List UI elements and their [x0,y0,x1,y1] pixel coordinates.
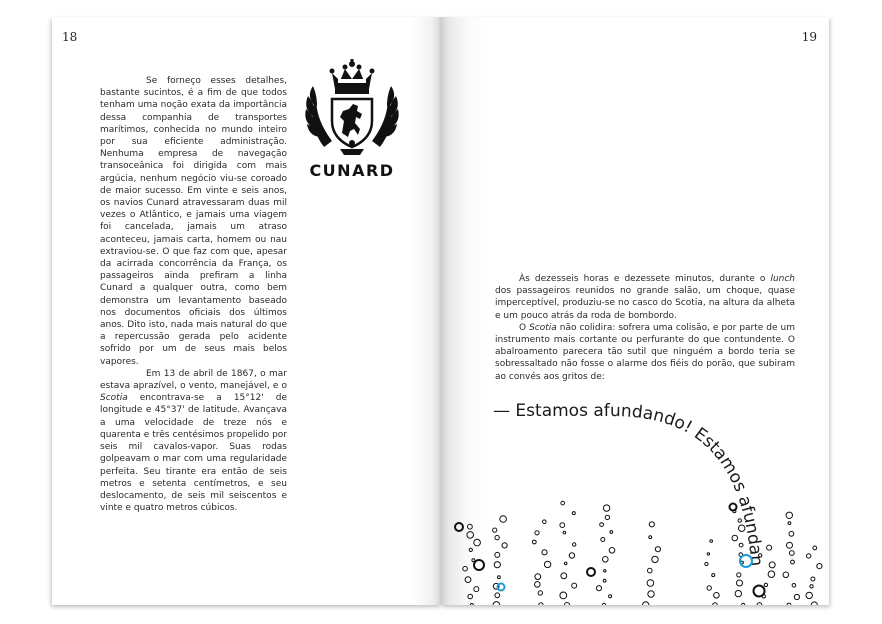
bubble-large [730,504,737,511]
bubble [739,543,743,547]
bubble [603,505,609,511]
bubble [601,538,605,542]
page-number-right: 19 [801,30,817,44]
cunard-crest-icon [302,59,402,159]
p2-prefix: O [519,322,530,333]
bubble [713,603,718,605]
bubble [544,561,550,567]
bubble [609,548,615,554]
para2-before: Em 13 de abril de 1867, o mar estava aprazível, o vento, manejável, e o [100,368,287,392]
bubble [789,531,794,536]
bubble [789,551,794,556]
bubble [609,595,612,598]
bubble [539,603,543,605]
bubble [648,568,653,573]
bubble [560,523,565,528]
bubbles-illustration [441,477,829,605]
bubble [806,592,812,598]
bubble [737,573,741,577]
bubble [738,519,741,522]
bubble [707,553,709,555]
bubble [468,594,473,599]
bubble [561,501,565,505]
bubble [560,592,567,599]
bubble [714,593,720,599]
bubble [493,602,500,605]
bubble [652,556,658,562]
p1-after: dos passageiros reunidos no grande salão, um choque, quase imperceptível, produziu-se no casco do Scotia, na altura da alheta e um pouco atrás da roda de bombordo. [495,286,795,321]
p2-after: não colidira: sofrera uma colisão, e por parte de um instrumento mais cortante ou perfurante do que contundente. O abalroamento parecera tão sutil que ninguém a bordo teria se sobressaltado não fosse o alarme dos fiéis do porão, que subiram ao convés aos gritos de: [495,322,795,382]
bubble [538,591,542,595]
bubble [535,574,541,580]
bubble [605,515,609,519]
bubble [542,550,547,555]
bubble [735,590,741,596]
bubble [569,553,574,558]
bubble [757,603,762,605]
bubble [500,516,507,523]
bubble [810,585,813,588]
bubble [563,531,566,534]
bubble [469,548,472,551]
bubble [811,577,815,581]
bubble [783,572,789,578]
bubble-large [754,586,765,597]
bubble [495,552,500,557]
right-paragraph-2 [495,322,795,383]
bubble [602,603,605,605]
bubble [787,603,791,605]
bubble [710,540,713,543]
left-paragraph-2 [100,368,287,514]
bubble [792,584,796,588]
bubble [600,523,604,527]
ship-name: Scotia [100,393,128,404]
bubble [573,543,576,546]
bubble [463,566,468,571]
bubble [739,525,745,531]
left-text-column [100,75,287,514]
bubble [732,535,738,541]
bubble [498,576,501,579]
bubble [649,522,654,527]
book-spread [52,17,829,605]
bubble [565,603,570,606]
bubble [610,531,613,534]
bubble [532,540,536,544]
right-paragraph-1 [495,273,795,322]
bubble [564,562,567,565]
bubble [535,531,539,535]
bubble [572,583,577,588]
bubble-large [587,568,595,576]
bubble [786,512,792,518]
shout-text: — Estamos afundando! Estamos afundando! [485,377,767,567]
bubble [494,562,500,568]
page-number-left: 18 [62,30,78,44]
bubble [737,580,743,586]
bubble [647,580,654,587]
bubble-large [474,560,484,570]
bubble [807,554,811,558]
bubble [465,577,471,583]
bubble [474,539,481,546]
bubble [495,593,500,598]
bubble [769,562,775,568]
bubble [495,535,499,539]
bubble [794,594,799,599]
bubble [791,560,795,564]
para2-after: encontrava-se a 15°12' de longitude e 45°37' de latitude. Avançava a uma velocidade de treze nós e quarenta e três centésimos propelido por seis mil cavalos-vapor. Suas rodas golpeavam o mar com uma regularidade perfeita. Seu tirante era então de seis metros e setenta centímetros, e seu deslocamento, de seis mil seiscentos e vinte e quatro metros cúbicos. [100,393,287,514]
bubble [561,573,567,579]
p1-italic: lunch [770,274,795,284]
bubble [649,536,652,539]
bubble [572,512,575,515]
left-page [52,17,441,605]
bubble [767,545,772,550]
bubble [811,602,817,605]
bubble [535,582,541,588]
bubble [759,554,762,557]
bubble [603,579,606,582]
bubble [764,583,767,586]
bubble [474,587,479,592]
bubble [502,543,507,548]
left-paragraph-1: Se forneço esses detalhes, bastante sucintos, é a fim de que todos tenham uma noção exata da importância dessa companhia de transportes marítimos, conhecida no mundo inteiro por sua eficiente administração. Nenhuma empresa de navegação transoceânica foi dirigida com mais argúcia, nenhum negócio viu-se coroado de maior sucesso. Em vinte e seis anos, os navios Cunard atravessaram duas mil vezes o Atlântico, e jamais uma viagem foi cancelada, jamais um atraso aconteceu, jamais carta, homem ou nau extraviou-se. O que faz com que, apesar da acirrada concorrência da França, os passageiros ainda prefiram a linha Cunard a qualquer outra, como bem demonstra um levantamento baseado nos documentos oficiais dos últimos anos. Dito isto, nada mais natural do que a repercussão gerada pelo acidente sofrido por um de seus mais belos vapores. [100,76,287,367]
bubble [817,564,822,569]
cunard-logo [302,59,402,179]
bubble [813,546,817,550]
bubble-large [455,523,463,531]
bubble [493,528,497,532]
bubble [604,570,606,572]
bubble [596,586,601,591]
p1-before: Às dezesseis horas e dezessete minutos, durante o [519,274,771,284]
bubble [707,586,711,590]
bubble [768,571,775,578]
bubble [787,542,793,548]
cunard-logo-text: CUNARD [309,161,395,180]
bubble [705,562,708,565]
bubble [655,547,660,552]
bubble [470,604,473,606]
bubble [603,557,609,563]
bubble [543,520,547,524]
p2-italic: Scotia [529,322,557,333]
bubble [467,532,474,539]
bubble [468,524,473,529]
bubble [742,603,745,605]
right-text-column [495,273,795,383]
bubble [648,591,654,597]
bubble [788,522,791,525]
bubble [712,574,715,577]
right-page [441,17,829,605]
bubble [643,602,649,605]
